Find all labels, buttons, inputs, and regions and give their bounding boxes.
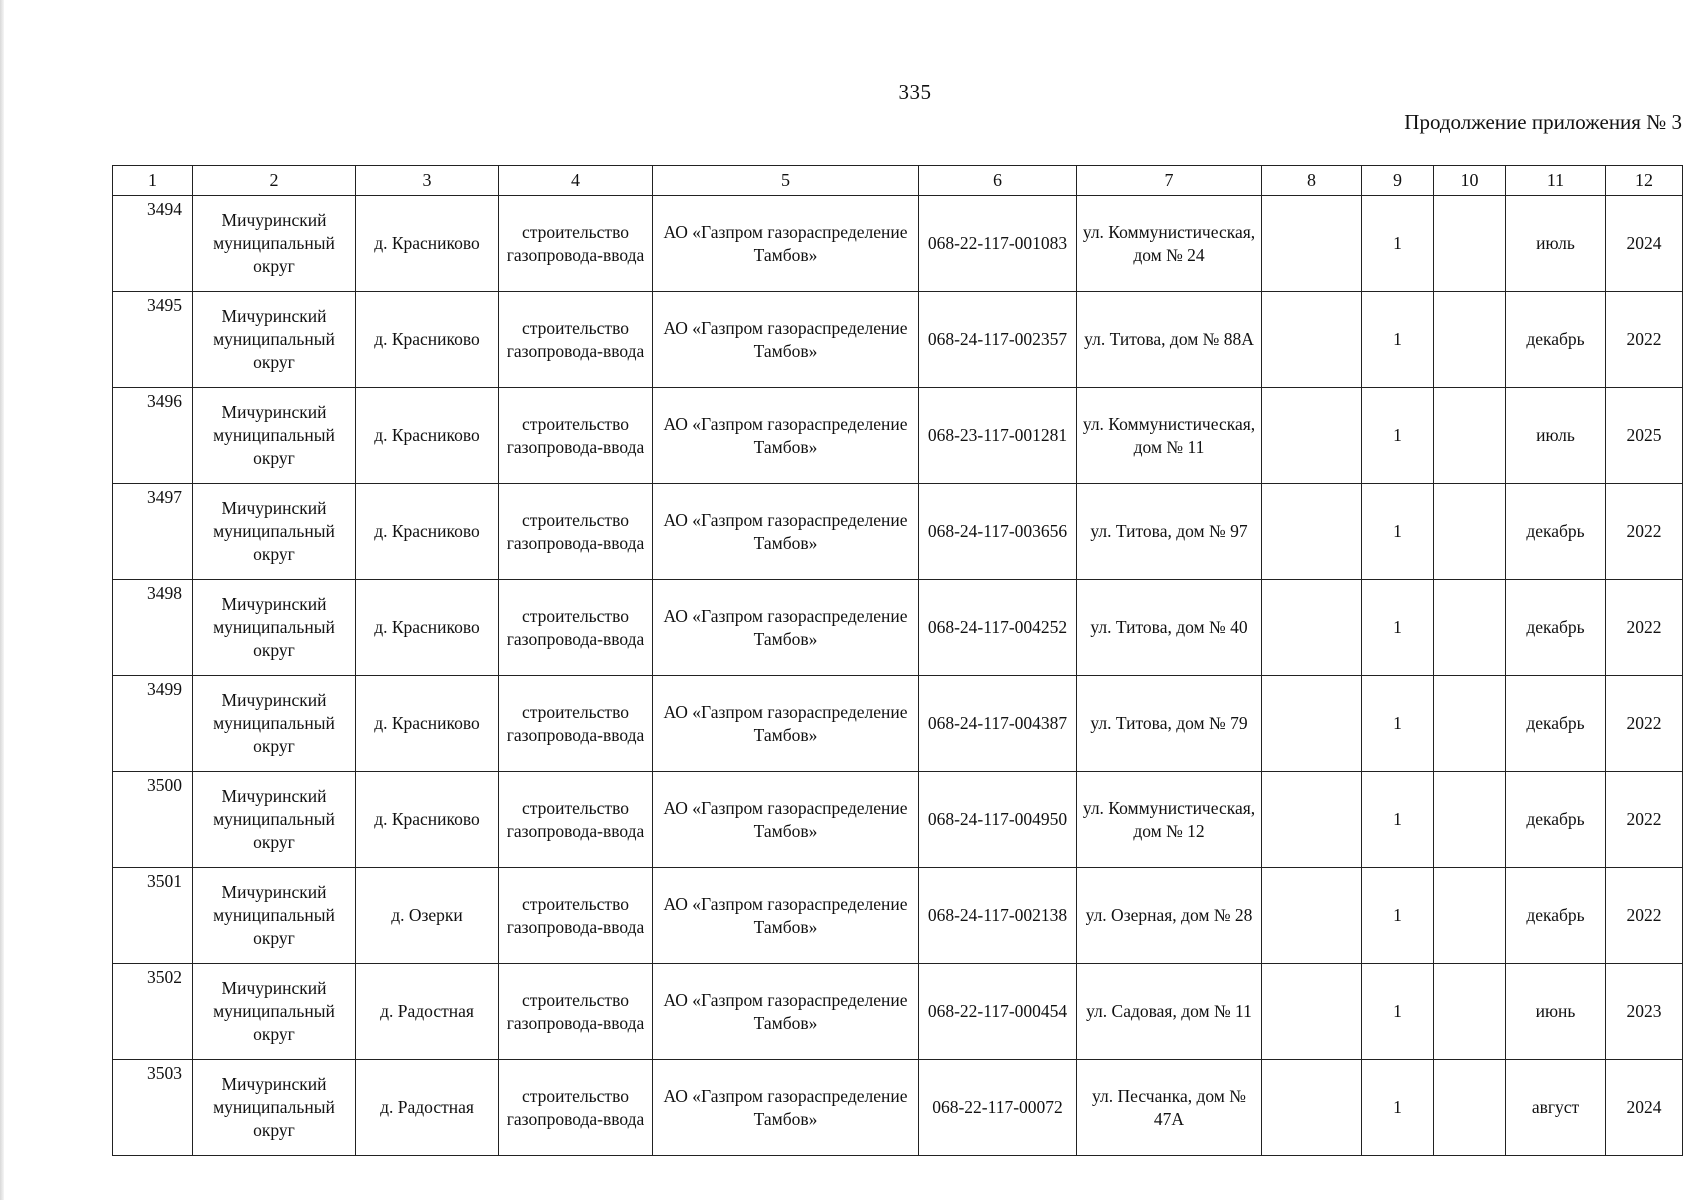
cell-address: ул. Коммунистическая, дом № 24 (1077, 196, 1262, 292)
table-row (113, 868, 1683, 964)
cell-work-type: строительство газопровода-ввода (499, 964, 653, 1060)
cell-count: 1 (1362, 868, 1434, 964)
cell-year: 2022 (1606, 868, 1683, 964)
cell-year: 2022 (1606, 772, 1683, 868)
data-table (112, 165, 1683, 1156)
table-row (113, 964, 1683, 1060)
cell-count: 1 (1362, 1060, 1434, 1156)
cell-request-number: 068-22-117-00072 (919, 1060, 1077, 1156)
cell-address: ул. Песчанка, дом № 47А (1077, 1060, 1262, 1156)
cell-settlement: д. Радостная (356, 964, 499, 1060)
header-cell: 5 (653, 166, 919, 196)
header-cell: 8 (1262, 166, 1362, 196)
cell-col-8 (1262, 772, 1362, 868)
cell-address: ул. Коммунистическая, дом № 12 (1077, 772, 1262, 868)
cell-row-number: 3498 (113, 580, 193, 676)
cell-row-number: 3495 (113, 292, 193, 388)
cell-col-8 (1262, 580, 1362, 676)
cell-year: 2023 (1606, 964, 1683, 1060)
cell-count: 1 (1362, 772, 1434, 868)
cell-col-8 (1262, 676, 1362, 772)
cell-organization: АО «Газпром газораспределение Тамбов» (653, 484, 919, 580)
cell-year: 2025 (1606, 388, 1683, 484)
cell-month: июль (1506, 388, 1606, 484)
cell-request-number: 068-22-117-000454 (919, 964, 1077, 1060)
cell-year: 2022 (1606, 484, 1683, 580)
cell-address: ул. Титова, дом № 97 (1077, 484, 1262, 580)
cell-month: июнь (1506, 964, 1606, 1060)
cell-year: 2024 (1606, 1060, 1683, 1156)
cell-month: декабрь (1506, 580, 1606, 676)
table-row (113, 484, 1683, 580)
cell-year: 2022 (1606, 292, 1683, 388)
cell-work-type: строительство газопровода-ввода (499, 484, 653, 580)
cell-col-8 (1262, 196, 1362, 292)
table-row (113, 772, 1683, 868)
cell-settlement: д. Красниково (356, 388, 499, 484)
cell-count: 1 (1362, 580, 1434, 676)
cell-settlement: д. Красниково (356, 676, 499, 772)
cell-year: 2022 (1606, 676, 1683, 772)
cell-settlement: д. Красниково (356, 772, 499, 868)
header-cell: 6 (919, 166, 1077, 196)
table-row (113, 580, 1683, 676)
cell-col-8 (1262, 292, 1362, 388)
cell-organization: АО «Газпром газораспределение Тамбов» (653, 580, 919, 676)
cell-col-8 (1262, 1060, 1362, 1156)
scan-edge (0, 0, 4, 1200)
cell-organization: АО «Газпром газораспределение Тамбов» (653, 868, 919, 964)
header-cell: 11 (1506, 166, 1606, 196)
cell-count: 1 (1362, 676, 1434, 772)
cell-month: декабрь (1506, 772, 1606, 868)
table-row (113, 676, 1683, 772)
cell-col-8 (1262, 964, 1362, 1060)
cell-work-type: строительство газопровода-ввода (499, 196, 653, 292)
cell-address: ул. Озерная, дом № 28 (1077, 868, 1262, 964)
cell-count: 1 (1362, 964, 1434, 1060)
cell-row-number: 3497 (113, 484, 193, 580)
cell-address: ул. Титова, дом № 88А (1077, 292, 1262, 388)
cell-col-8 (1262, 388, 1362, 484)
appendix-continuation-note: Продолжение приложения № 3 (1404, 110, 1682, 134)
cell-col-10 (1434, 388, 1506, 484)
cell-row-number: 3499 (113, 676, 193, 772)
cell-organization: АО «Газпром газораспределение Тамбов» (653, 676, 919, 772)
cell-row-number: 3502 (113, 964, 193, 1060)
cell-organization: АО «Газпром газораспределение Тамбов» (653, 772, 919, 868)
header-cell: 1 (113, 166, 193, 196)
cell-organization: АО «Газпром газораспределение Тамбов» (653, 1060, 919, 1156)
cell-work-type: строительство газопровода-ввода (499, 292, 653, 388)
cell-col-10 (1434, 292, 1506, 388)
cell-year: 2022 (1606, 580, 1683, 676)
cell-settlement: д. Радостная (356, 1060, 499, 1156)
header-cell: 12 (1606, 166, 1683, 196)
cell-settlement: д. Красниково (356, 196, 499, 292)
cell-request-number: 068-23-117-001281 (919, 388, 1077, 484)
cell-work-type: строительство газопровода-ввода (499, 676, 653, 772)
cell-count: 1 (1362, 484, 1434, 580)
table-header-row (113, 166, 1683, 196)
cell-row-number: 3500 (113, 772, 193, 868)
cell-organization: АО «Газпром газораспределение Тамбов» (653, 292, 919, 388)
cell-month: декабрь (1506, 292, 1606, 388)
table-row (113, 388, 1683, 484)
cell-col-10 (1434, 772, 1506, 868)
cell-municipality: Мичуринский муниципальный округ (193, 580, 356, 676)
table-row (113, 196, 1683, 292)
cell-work-type: строительство газопровода-ввода (499, 1060, 653, 1156)
cell-organization: АО «Газпром газораспределение Тамбов» (653, 196, 919, 292)
cell-request-number: 068-24-117-002357 (919, 292, 1077, 388)
header-cell: 4 (499, 166, 653, 196)
cell-col-8 (1262, 868, 1362, 964)
cell-address: ул. Титова, дом № 79 (1077, 676, 1262, 772)
cell-municipality: Мичуринский муниципальный округ (193, 484, 356, 580)
cell-row-number: 3503 (113, 1060, 193, 1156)
cell-municipality: Мичуринский муниципальный округ (193, 772, 356, 868)
cell-col-10 (1434, 196, 1506, 292)
cell-col-10 (1434, 580, 1506, 676)
cell-request-number: 068-24-117-004950 (919, 772, 1077, 868)
cell-settlement: д. Озерки (356, 868, 499, 964)
cell-count: 1 (1362, 196, 1434, 292)
table-body (113, 166, 1683, 1156)
cell-count: 1 (1362, 388, 1434, 484)
cell-work-type: строительство газопровода-ввода (499, 388, 653, 484)
table-row (113, 292, 1683, 388)
table-row (113, 1060, 1683, 1156)
cell-organization: АО «Газпром газораспределение Тамбов» (653, 388, 919, 484)
cell-row-number: 3494 (113, 196, 193, 292)
cell-month: август (1506, 1060, 1606, 1156)
cell-municipality: Мичуринский муниципальный округ (193, 292, 356, 388)
cell-municipality: Мичуринский муниципальный округ (193, 1060, 356, 1156)
cell-col-10 (1434, 484, 1506, 580)
cell-request-number: 068-24-117-004387 (919, 676, 1077, 772)
header-cell: 2 (193, 166, 356, 196)
cell-col-8 (1262, 484, 1362, 580)
cell-request-number: 068-24-117-002138 (919, 868, 1077, 964)
cell-request-number: 068-24-117-003656 (919, 484, 1077, 580)
cell-month: декабрь (1506, 676, 1606, 772)
cell-settlement: д. Красниково (356, 580, 499, 676)
cell-row-number: 3496 (113, 388, 193, 484)
cell-municipality: Мичуринский муниципальный округ (193, 676, 356, 772)
page-number: 335 (898, 80, 932, 104)
cell-month: июль (1506, 196, 1606, 292)
cell-month: декабрь (1506, 484, 1606, 580)
cell-municipality: Мичуринский муниципальный округ (193, 388, 356, 484)
cell-col-10 (1434, 964, 1506, 1060)
cell-col-10 (1434, 868, 1506, 964)
cell-year: 2024 (1606, 196, 1683, 292)
cell-col-10 (1434, 676, 1506, 772)
cell-settlement: д. Красниково (356, 484, 499, 580)
cell-work-type: строительство газопровода-ввода (499, 580, 653, 676)
cell-row-number: 3501 (113, 868, 193, 964)
cell-request-number: 068-24-117-004252 (919, 580, 1077, 676)
cell-request-number: 068-22-117-001083 (919, 196, 1077, 292)
cell-address: ул. Титова, дом № 40 (1077, 580, 1262, 676)
cell-count: 1 (1362, 292, 1434, 388)
cell-municipality: Мичуринский муниципальный округ (193, 196, 356, 292)
cell-address: ул. Садовая, дом № 11 (1077, 964, 1262, 1060)
cell-address: ул. Коммунистическая, дом № 11 (1077, 388, 1262, 484)
cell-month: декабрь (1506, 868, 1606, 964)
cell-settlement: д. Красниково (356, 292, 499, 388)
header-cell: 3 (356, 166, 499, 196)
cell-col-10 (1434, 1060, 1506, 1156)
cell-organization: АО «Газпром газораспределение Тамбов» (653, 964, 919, 1060)
header-cell: 9 (1362, 166, 1434, 196)
cell-work-type: строительство газопровода-ввода (499, 772, 653, 868)
cell-work-type: строительство газопровода-ввода (499, 868, 653, 964)
cell-municipality: Мичуринский муниципальный округ (193, 964, 356, 1060)
cell-municipality: Мичуринский муниципальный округ (193, 868, 356, 964)
header-cell: 7 (1077, 166, 1262, 196)
header-cell: 10 (1434, 166, 1506, 196)
